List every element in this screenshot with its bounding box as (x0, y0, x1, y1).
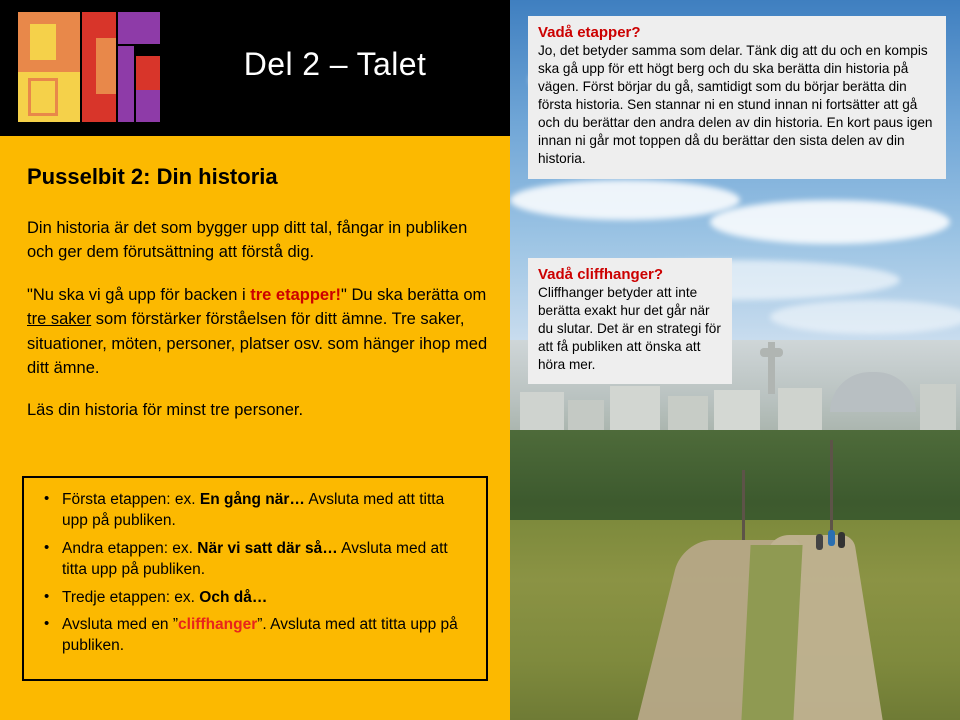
slide-title: Del 2 – Talet (243, 46, 427, 82)
utility-pole (742, 470, 745, 540)
bullet-pre: Andra etappen: ex. (62, 539, 198, 557)
paragraph-2 (27, 283, 489, 381)
person-figure (816, 534, 823, 550)
paragraph-3: Läs din historia för minst tre personer. (27, 401, 304, 420)
person-figure (838, 532, 845, 548)
paragraph-2-highlight: tre etapper! (250, 285, 342, 304)
bullet-bold: En gång när… (199, 491, 305, 508)
bullet-post: Avsluta med att titta upp på publiken. (62, 491, 445, 530)
paragraph-2-mid: " Du ska berätta om (341, 285, 487, 304)
title-bar (0, 0, 510, 136)
paragraph-2-post: som förstärker förståelsen för ditt ämne. Tre saker, situationer, möten, personer, platser osv. som hänger ihop med ditt ämne. (27, 310, 488, 378)
bullet-box (22, 476, 488, 681)
list-item (62, 587, 472, 608)
bullet-pre: Tredje etappen: ex. (62, 588, 200, 606)
bullet-pre: Första etappen: ex. (62, 491, 200, 508)
bullet-red: cliffhanger (178, 615, 258, 633)
paragraph-1: Din historia är det som bygger upp ditt tal, fångar in publiken och ger dem förutsättning att förstå dig. (27, 219, 468, 262)
callout-title: Vadå etapper? (538, 24, 641, 41)
callout-body: Cliffhanger betyder att inte berätta exakt hur det går när du slutar. Det är en strategi för att få publiken att önska att höra mer. (538, 285, 721, 373)
path-grass-strip (741, 545, 802, 720)
person-figure (828, 530, 835, 546)
body-text (27, 216, 489, 441)
callout-body: Jo, det betyder samma som delar. Tänk dig att du och en kompis ska gå upp för ett högt berg och du ska berätta din historia på vägen. Först börjar du gå, samtidigt som du börjar berätta din första historia. Sen stannar ni en stund innan ni fortsätter att gå och du berättar den andra delen av din historia. En kort paus igen innan ni går mot toppen då du berättar den sista delen av din historia. (538, 43, 933, 167)
section-heading: Pusselbit 2: Din historia (27, 164, 278, 189)
paragraph-2-pre: "Nu ska vi gå upp för backen i (27, 285, 251, 304)
bullet-bold: När vi satt där så… (197, 539, 338, 557)
callout-title: Vadå cliffhanger? (538, 266, 664, 283)
paragraph-2-underline: tre saker (27, 310, 92, 329)
bullet-bold: Och då… (199, 588, 268, 606)
list-item (62, 489, 472, 532)
bullet-post: Avsluta med att titta upp på publiken. (62, 539, 448, 579)
yellow-content-panel (0, 136, 510, 720)
abstract-blocks-logo (18, 12, 160, 122)
callout-cliffhanger (528, 258, 732, 384)
list-item (62, 614, 472, 657)
utility-pole (830, 440, 833, 540)
bullet-list (24, 478, 486, 657)
callout-etapper (528, 16, 946, 179)
list-item (62, 538, 472, 581)
tv-tower (768, 342, 775, 394)
bullet-post: ”. Avsluta med att titta upp på publiken. (62, 615, 458, 655)
bullet-pre: Avsluta med en ” (62, 615, 179, 633)
